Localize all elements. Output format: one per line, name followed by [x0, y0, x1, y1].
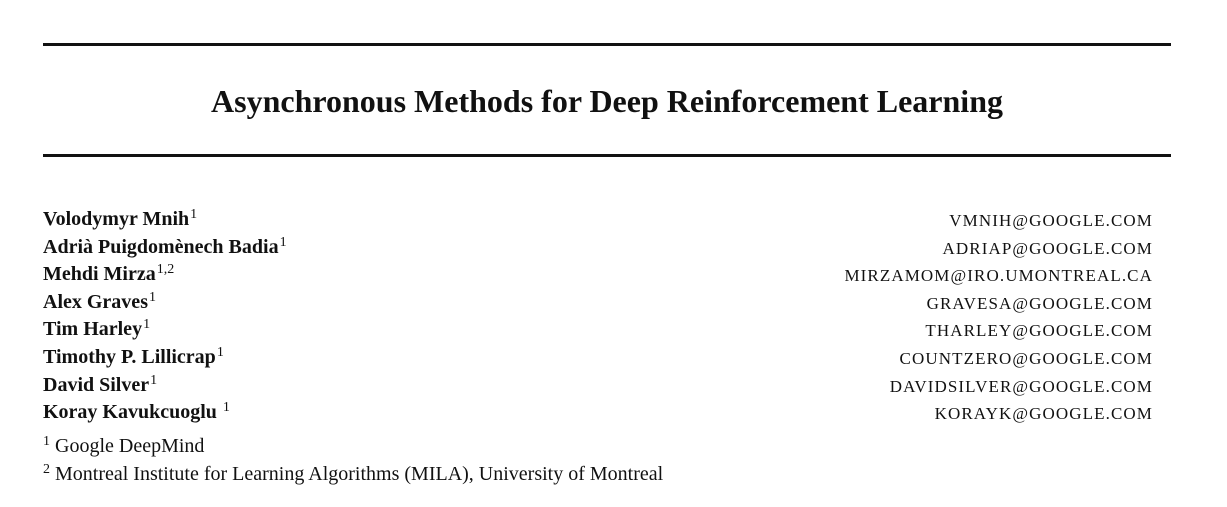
- author-list: [43, 206, 1153, 427]
- affiliation-list: [43, 432, 663, 488]
- author-row: [43, 289, 1153, 317]
- paper-title: Asynchronous Methods for Deep Reinforcement Learning: [211, 83, 1003, 119]
- affiliation-text: Google DeepMind: [55, 435, 205, 457]
- author-row: [43, 316, 1153, 344]
- author-affiliation-mark: 1: [150, 372, 158, 388]
- author-name: Koray Kavukcuoglu $^1$: [43, 400, 230, 424]
- author-name: Volodymyr Mnih$^1$: [43, 207, 198, 230]
- author-email: COUNTZERO@GOOGLE.COM: [899, 348, 1153, 368]
- author-email: THARLEY@GOOGLE.COM: [925, 321, 1153, 341]
- author-email: GRAVESA@GOOGLE.COM: [926, 293, 1153, 313]
- author-row: [43, 344, 1153, 372]
- author-affiliation-mark: 1: [279, 234, 287, 250]
- author-row: [43, 206, 1153, 234]
- author-email: VMNIH@GOOGLE.COM: [949, 211, 1153, 230]
- author-email: KORAYK@GOOGLE.COM: [934, 404, 1153, 424]
- author-affiliation-mark: 1: [216, 344, 224, 360]
- author-affiliation-mark: 1: [222, 400, 230, 416]
- top-rule: [43, 43, 1171, 46]
- author-affiliation-mark: 1: [148, 289, 156, 305]
- affiliation-text: Montreal Institute for Learning Algorithms (MILA), University of Montreal: [55, 463, 664, 485]
- author-email: ADRIAP@GOOGLE.COM: [942, 238, 1153, 258]
- author-name: Tim Harley$^1$: [43, 317, 151, 341]
- bottom-rule: [43, 154, 1171, 157]
- affiliation-mark: 2: [43, 462, 50, 477]
- author-affiliation-mark: 1: [190, 207, 198, 222]
- affiliation-item: [43, 432, 663, 460]
- author-email: MIRZAMOM@IRO.UMONTREAL.CA: [844, 266, 1153, 286]
- author-affiliation-mark: 1: [143, 317, 151, 333]
- author-row: [43, 372, 1153, 400]
- author-email: DAVIDSILVER@GOOGLE.COM: [889, 376, 1153, 396]
- affiliation-mark: 1: [43, 434, 50, 449]
- author-row: [43, 234, 1153, 262]
- author-name: Alex Graves$^1$: [43, 289, 156, 313]
- author-name: David Silver$^1$: [43, 372, 158, 396]
- author-row: [43, 261, 1153, 289]
- author-row: [43, 399, 1153, 427]
- affiliation-item: [43, 460, 663, 488]
- author-name: Timothy P. Lillicrap$^1$: [43, 344, 224, 368]
- author-name: Mehdi Mirza$^{1,2}$: [43, 262, 175, 286]
- author-name: Adrià Puigdomènech Badia$^1$: [43, 234, 287, 258]
- author-affiliation-mark: 1,2: [156, 262, 175, 278]
